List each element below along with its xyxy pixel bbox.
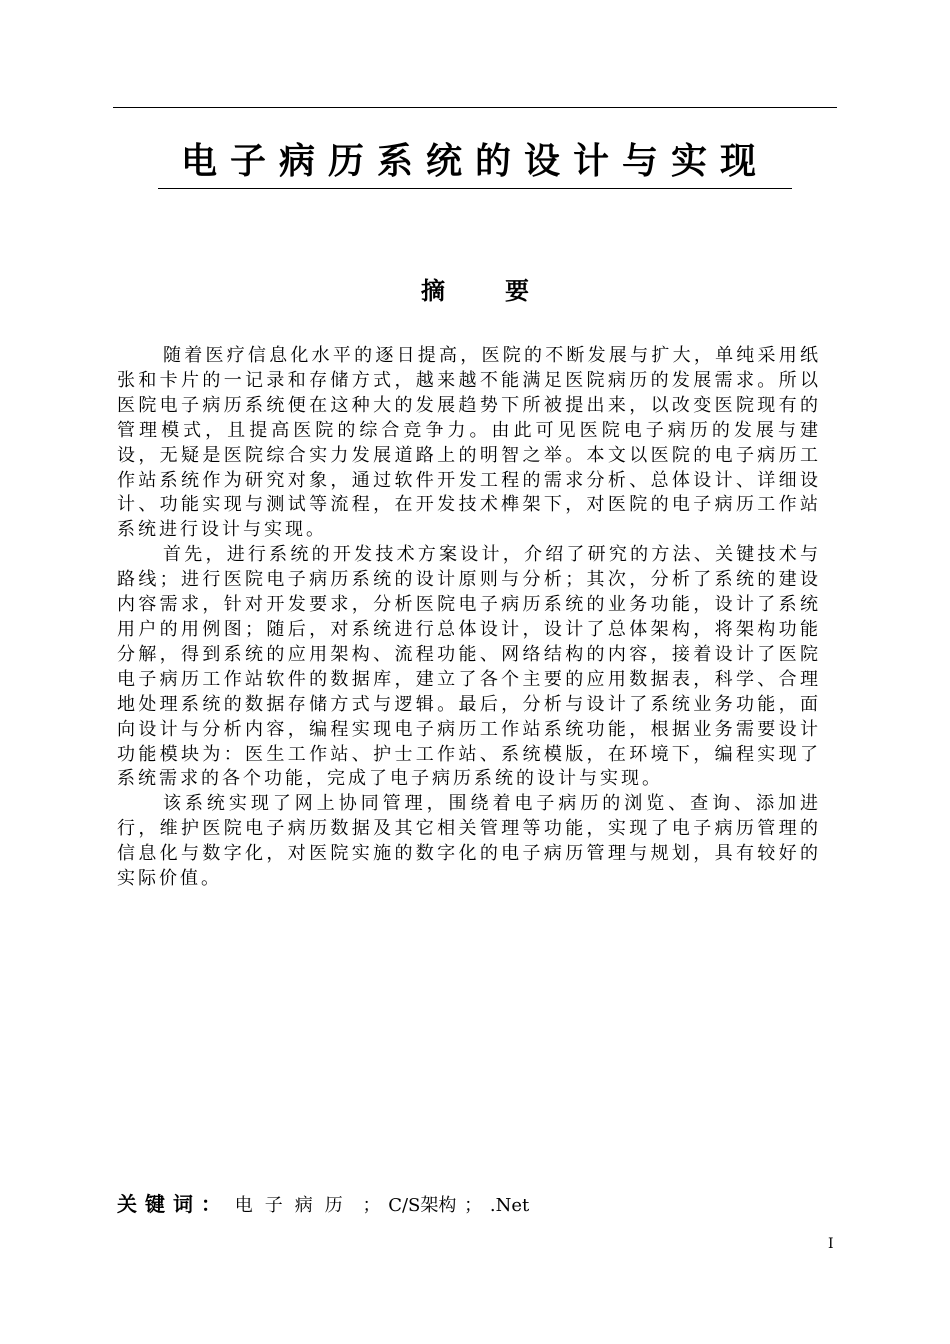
abstract-paragraph-2: 首先，进行系统的开发技术方案设计，介绍了研究的方法、关键技术与路线；进行医院电子病历系统的设计原则与分析；其次，分析了系统的建设内容需求，针对开发要求，分析医院电子病历系统的业务功能，设计了系统用户的用例图；随后，对系统进行总体设计，设计了总体架构，将架构功能分解，得到系统的应用架构、流程功能、网络结构的内容，接着设计了医院电子病历工作站软件的数据库，建立了各个主要的应用数据表，科学、合理地处理系统的数据存储方式与逻辑。最后，分析与设计了系统业务功能，面向设计与分析内容，编程实现电子病历工作站系统功能，根据业务需要设计功能模块为：医生工作站、护士工作站、系统模版，在环境下，编程实现了系统需求的各个功能，完成了电子病历系统的设计与实现。 [117, 544, 821, 790]
abstract-paragraph-3: 该系统实现了网上协同管理，围绕着电子病历的浏览、查询、添加进行，维护医院电子病历数据及其它相关管理等功能，实现了电子病历管理的信息化与数字化，对医院实施的数字化的电子病历管理与规划，具有较好的实际价值。 [117, 793, 821, 890]
abstract-body [117, 344, 821, 892]
abstract-paragraph-1: 随着医疗信息化水平的逐日提高，医院的不断发展与扩大，单纯采用纸张和卡片的一记录和存储方式，越来越不能满足医院病历的发展需求。所以医院电子病历系统便在这种大的发展趋势下所被提出来，以改变医院现有的管理模式，且提高医院的综合竞争力。由此可见医院电子病历的发展与建设，无疑是医院综合实力发展道路上的明智之举。本文以医院的电子病历工作站系统作为研究对象，通过软件开发工程的需求分析、总体设计、详细设计、功能实现与测试等流程，在开发技术榫架下，对医院的电子病历工作站系统进行设计与实现。 [117, 345, 821, 541]
document-title: 电子病历系统的设计与实现 [158, 136, 792, 189]
abstract-heading: 摘要 [421, 277, 589, 305]
header-rule [113, 107, 837, 108]
keywords-line [117, 1190, 821, 1220]
keyword-item: 电子病历 [234, 1195, 355, 1216]
keyword-separator: ； [464, 1195, 483, 1216]
keywords-label: 关键词： [117, 1192, 229, 1216]
keyword-separator: ； [362, 1195, 381, 1216]
keyword-item: C/S架构 [388, 1195, 457, 1216]
page-number: I [828, 1236, 834, 1252]
keyword-item: .Net [489, 1195, 530, 1216]
